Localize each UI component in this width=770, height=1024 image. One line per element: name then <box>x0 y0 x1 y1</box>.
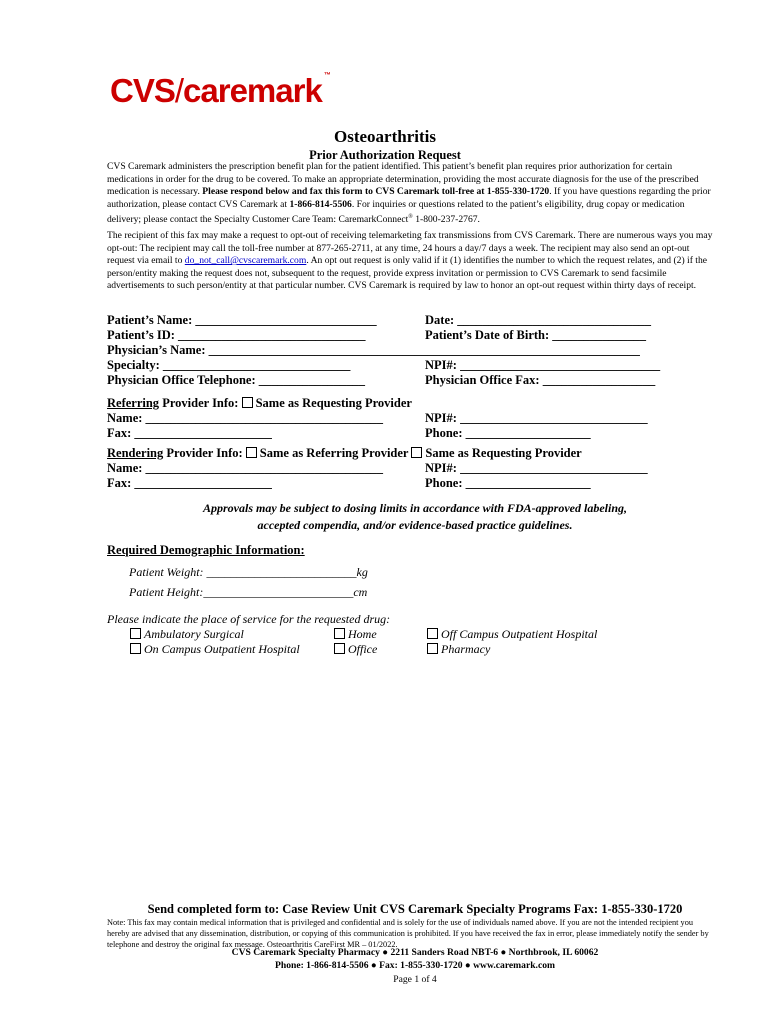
patient-id-field[interactable]: Patient’s ID: ______________________________ <box>107 328 366 342</box>
checkbox-icon[interactable] <box>334 628 345 639</box>
logo-trademark: ™ <box>323 72 331 79</box>
rendering-npi-field[interactable]: NPI#: ______________________________ <box>425 461 648 475</box>
option-label: On Campus Outpatient Hospital <box>144 642 300 656</box>
referring-label: Referring <box>107 396 160 410</box>
referring-npi-field[interactable]: NPI#: ______________________________ <box>425 411 648 425</box>
patient-dob-field[interactable] <box>425 327 646 343</box>
office-telephone-field[interactable]: Physician Office Telephone: _________________ <box>107 373 365 387</box>
form-title: Osteoarthritis <box>334 127 436 146</box>
rendering-same-req-label: Same as Requesting Provider <box>425 446 582 460</box>
option-label: Office <box>348 642 378 656</box>
option-home[interactable] <box>334 627 377 642</box>
intro-text-b: . If you have questions regarding the prior authorization, please contact CVS Caremark at <box>107 186 711 210</box>
rendering-heading-rest: Provider Info: <box>163 446 246 460</box>
approval-note-line2: accepted compendia, and/or evidence-based practice guidelines. <box>257 518 573 532</box>
intro-text-d: 1-800-237-2767. <box>412 214 480 226</box>
height-unit: cm <box>353 585 368 599</box>
intro-text-c: . For inquiries or questions related to the patient’s eligibility, drug copay or medication delivery; please contact the Specialty Customer Care Team: CaremarkConnect <box>107 198 685 226</box>
date-field[interactable]: Date: _______________________________ <box>425 313 652 327</box>
intro-paragraph <box>107 161 717 227</box>
patient-height-field[interactable] <box>129 585 367 600</box>
option-label: Home <box>348 627 377 641</box>
referring-name-field[interactable]: Name: ______________________________________ <box>107 411 384 425</box>
rendering-same-ref-label: Same as Referring Provider <box>259 446 412 460</box>
option-label: Off Campus Outpatient Hospital <box>441 627 598 641</box>
checkbox-icon[interactable] <box>130 643 141 654</box>
logo-slash: / <box>174 72 184 109</box>
intro-text-a: CVS Caremark administers the prescription benefit plan for the patient identified. This patient’s benefit plan requires prior authorization for certain medications in order for the drug to be covered. To make an appropriate determination, providing the most accurate diagnosis for the use of the prescribed medication is necessary. <box>107 161 699 198</box>
option-pharmacy[interactable] <box>427 642 490 657</box>
pharmacy-address: CVS Caremark Specialty Pharmacy ● 2211 Sanders Road NBT-6 ● Northbrook, IL 60062 <box>231 947 599 958</box>
dob-label: Patient’s Date of Birth: <box>425 328 553 342</box>
option-label: Ambulatory Surgical <box>144 627 244 641</box>
patient-name-field[interactable]: Patient’s Name: _____________________________ <box>107 313 377 327</box>
intro-phone: 1-866-814-5506 <box>289 198 352 210</box>
option-off-campus-outpatient[interactable] <box>427 627 597 642</box>
option-label: Pharmacy <box>441 642 491 656</box>
opt-out-text-a: The recipient of this fax may make a request to opt-out of receiving telemarketing fax transmissions from CVS Caremark. There are numerous ways you may opt-out: The recipient may call the toll-free number at 877-265-2711, at any time, 24 hours a day/7 days a week. The recipient may also send an opt-out request via email to <box>107 230 713 267</box>
referring-provider-heading <box>107 395 412 411</box>
rendering-phone-field[interactable]: Phone: ____________________ <box>425 476 591 490</box>
send-to-instruction: Send completed form to: Case Review Unit CVS Caremark Specialty Programs Fax: 1-855-330-1720 <box>147 902 683 916</box>
checkbox-rendering-same-as-requesting[interactable] <box>411 447 422 458</box>
referring-phone-field[interactable]: Phone: ____________________ <box>425 426 591 440</box>
physician-name-field[interactable]: Physician’s Name: _____________________________________________________________________ <box>107 343 640 357</box>
intro-fax-instruction: Please respond below and fax this form to CVS Caremark toll-free at 1-855-330-1720 <box>202 186 550 198</box>
option-on-campus-outpatient[interactable] <box>130 642 300 657</box>
specialty-field[interactable]: Specialty: ______________________________ <box>107 358 351 372</box>
registered-mark: ® <box>408 214 413 221</box>
logo-caremark-text: caremark <box>183 72 322 109</box>
dob-line[interactable]: _______________ <box>552 328 647 342</box>
referring-same-label: Same as Requesting Provider <box>255 396 412 410</box>
form-subtitle: Prior Authorization Request <box>309 148 461 162</box>
patient-weight-field[interactable]: Patient Weight: _________________________kg <box>129 565 368 579</box>
approval-note-line1: Approvals may be subject to dosing limits in accordance with FDA-approved labeling, <box>202 501 627 515</box>
checkbox-icon[interactable] <box>427 643 438 654</box>
office-fax-field[interactable]: Physician Office Fax: __________________ <box>425 373 656 387</box>
demographic-section-title: Required Demographic Information: <box>107 543 305 557</box>
option-office[interactable] <box>334 642 377 657</box>
rendering-provider-heading <box>107 445 582 461</box>
confidentiality-note: Note: This fax may contain medical information that is privileged and confidential and is solely for the use of individuals named above. If you are not the intended recipient you hereby are advised that any dissemination, distribution, or copying of this communication is prohibited. If you have received the fax in error, please immediately notify the sender by telephone and destroy the original fax message. Osteoarthritis CareFirst MR – 01/2022. <box>107 918 709 949</box>
opt-out-email-link[interactable]: do_not_call@cvscaremark.com <box>184 255 307 267</box>
checkbox-rendering-same-as-referring[interactable] <box>246 447 257 458</box>
checkbox-icon[interactable] <box>334 643 345 654</box>
height-label: Patient Height: <box>129 585 204 599</box>
place-of-service-prompt: Please indicate the place of service for the requested drug: <box>107 612 391 626</box>
option-ambulatory-surgical[interactable] <box>130 627 244 642</box>
height-line[interactable]: _________________________ <box>203 585 354 599</box>
page-number: Page 1 of 4 <box>393 974 437 985</box>
checkbox-referring-same-as-requesting[interactable] <box>242 397 253 408</box>
referring-heading-rest: Provider Info: <box>159 396 242 410</box>
checkbox-icon[interactable] <box>130 628 141 639</box>
checkbox-icon[interactable] <box>427 628 438 639</box>
cvs-caremark-logo <box>110 72 331 110</box>
opt-out-paragraph <box>107 230 717 293</box>
rendering-fax-field[interactable]: Fax: ______________________ <box>107 476 272 490</box>
logo-cvs-text: CVS <box>110 72 175 109</box>
pharmacy-contact: Phone: 1-866-814-5506 ● Fax: 1-855-330-1720 ● www.caremark.com <box>275 960 555 971</box>
rendering-name-field[interactable]: Name: ______________________________________ <box>107 461 384 475</box>
rendering-label: Rendering <box>107 446 164 460</box>
referring-fax-field[interactable]: Fax: ______________________ <box>107 426 272 440</box>
physician-npi-field[interactable]: NPI#: ________________________________ <box>425 358 661 372</box>
opt-out-text-b: . An opt out request is only valid if it (1) identifies the number to which the request relates, and (2) if the person/entity making the request does not, subsequent to the request, provide express invitation or permission to CVS Caremark to send facsimile advertisements to such person/entity at that particular number. CVS Caremark is required by law to honor an opt-out request within thirty days of receipt. <box>107 255 708 292</box>
